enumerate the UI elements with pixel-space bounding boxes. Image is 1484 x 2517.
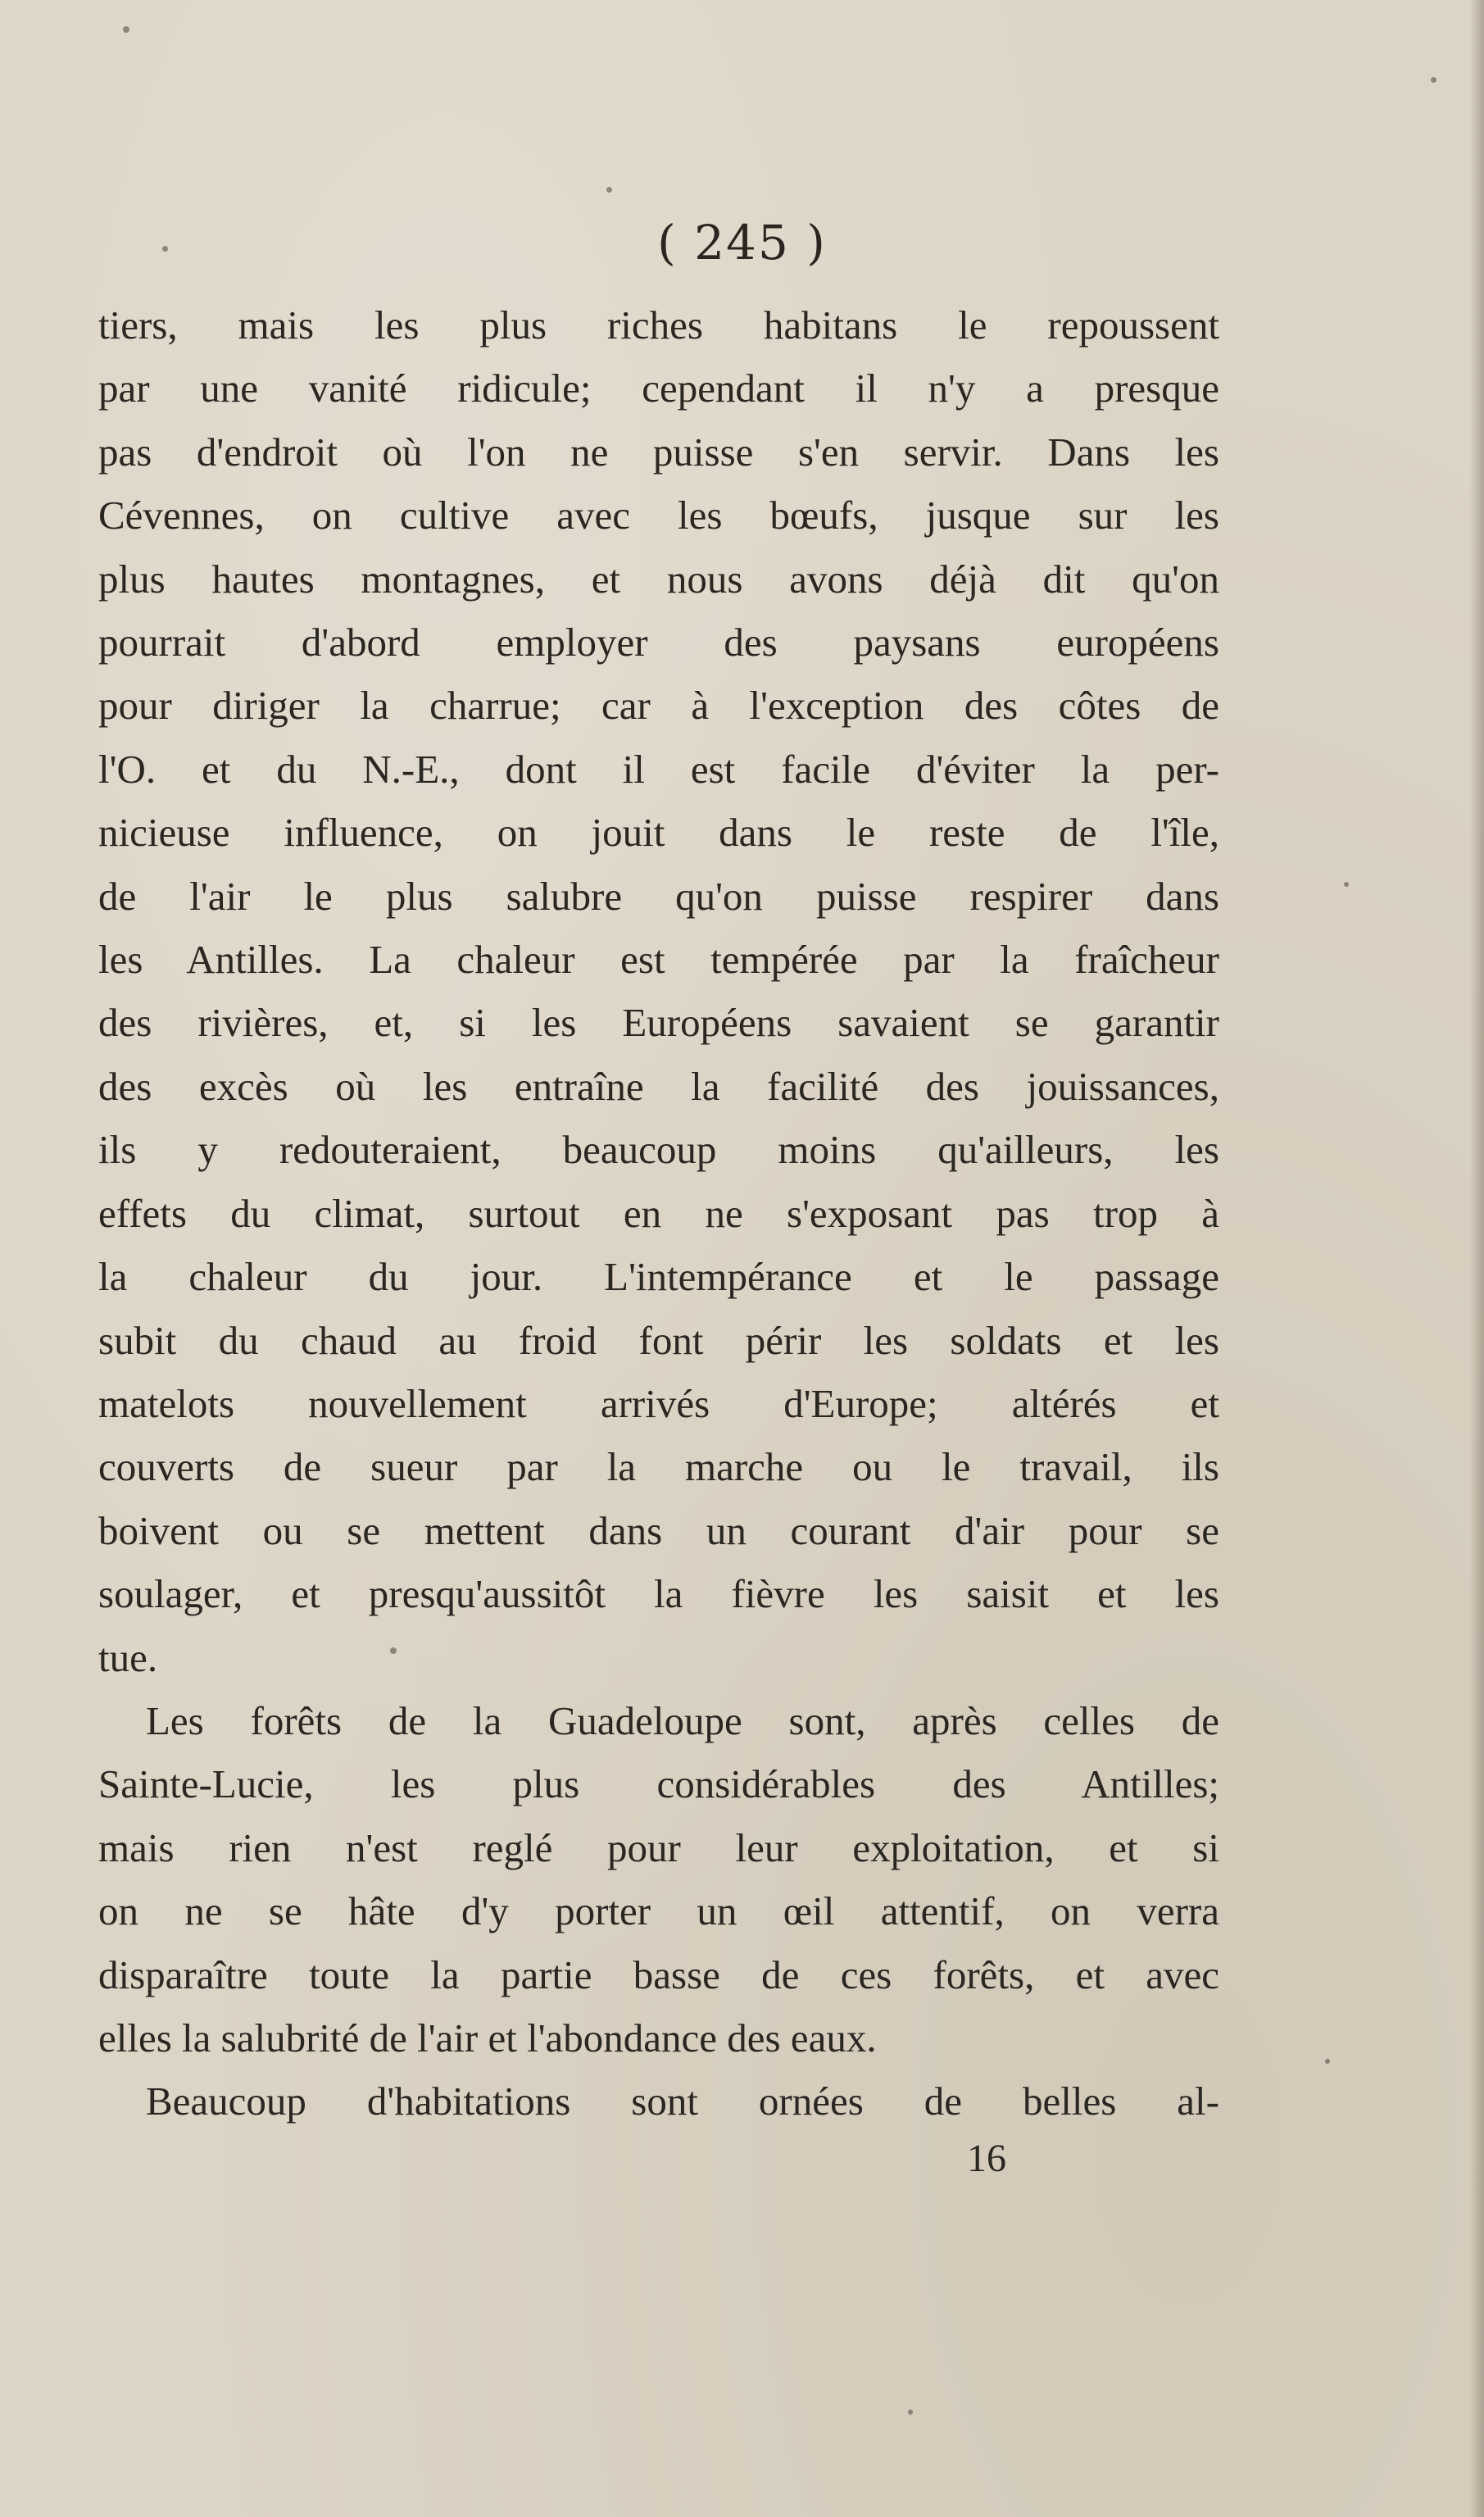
text-line: matelots nouvellement arrivés d'Europe; altérés et bbox=[98, 1380, 1219, 1426]
text-line: soulager, et presqu'aussitôt la fièvre les saisit et les bbox=[98, 1571, 1219, 1617]
body-text bbox=[98, 293, 1219, 2133]
text-line: Sainte-Lucie, les plus considérables des Antilles; bbox=[98, 1761, 1219, 1807]
text-line: nicieuse influence, on jouit dans le reste de l'île, bbox=[98, 810, 1219, 856]
paper-speck bbox=[1431, 77, 1436, 83]
text-line: tiers, mais les plus riches habitans le repoussent bbox=[98, 302, 1219, 348]
text-line: des excès où les entraîne la facilité des jouissances, bbox=[98, 1063, 1219, 1109]
paper-speck bbox=[390, 1647, 397, 1654]
text-line: tue. bbox=[98, 1634, 158, 1680]
paper-speck bbox=[1325, 2059, 1330, 2064]
text-line: subit du chaud au froid font périr les soldats et les bbox=[98, 1317, 1219, 1363]
text-line: pour diriger la charrue; car à l'exception des côtes de bbox=[98, 683, 1219, 729]
text-line: on ne se hâte d'y porter un œil attentif, on verra bbox=[98, 1888, 1219, 1934]
text-line: Les forêts de la Guadeloupe sont, après celles de bbox=[146, 1697, 1219, 1743]
paper-speck bbox=[123, 26, 129, 33]
text-line: Beaucoup d'habitations sont ornées de belles al- bbox=[146, 2079, 1219, 2124]
text-line: plus hautes montagnes, et nous avons déjà dit qu'on bbox=[98, 556, 1219, 602]
text-line: par une vanité ridicule; cependant il n'y a presque bbox=[98, 366, 1219, 411]
signature-mark: 16 bbox=[967, 2137, 1006, 2180]
paper-speck bbox=[908, 2410, 913, 2415]
text-line: les Antilles. La chaleur est tempérée par la fraîcheur bbox=[98, 937, 1219, 983]
text-line: elles la salubrité de l'air et l'abondance des eaux. bbox=[98, 2015, 877, 2060]
text-line: l'O. et du N.-E., dont il est facile d'éviter la per- bbox=[98, 746, 1219, 792]
page-edge-shadow bbox=[1469, 0, 1484, 2517]
text-line: de l'air le plus salubre qu'on puisse respirer dans bbox=[98, 873, 1219, 919]
page-number-header: ( 245 ) bbox=[657, 215, 827, 270]
paper-speck bbox=[606, 187, 612, 193]
paper-speck bbox=[162, 246, 168, 252]
text-line: disparaître toute la partie basse de ces forêts, et avec bbox=[98, 1951, 1219, 1997]
text-line: couverts de sueur par la marche ou le travail, ils bbox=[98, 1444, 1219, 1490]
text-line: boivent ou se mettent dans un courant d'air pour se bbox=[98, 1507, 1219, 1553]
text-line: Cévennes, on cultive avec les bœufs, jusque sur les bbox=[98, 493, 1219, 538]
text-line: la chaleur du jour. L'intempérance et le passage bbox=[98, 1254, 1219, 1300]
text-line: ils y redouteraient, beaucoup moins qu'ailleurs, les bbox=[98, 1127, 1219, 1173]
text-line: pas d'endroit où l'on ne puisse s'en servir. Dans les bbox=[98, 429, 1219, 475]
text-line: des rivières, et, si les Européens savaient se garantir bbox=[98, 1000, 1219, 1046]
text-line: mais rien n'est reglé pour leur exploitation, et si bbox=[98, 1824, 1219, 1870]
text-line: pourrait d'abord employer des paysans européens bbox=[98, 620, 1219, 666]
paper-speck bbox=[1344, 882, 1349, 887]
text-line: effets du climat, surtout en ne s'exposant pas trop à bbox=[98, 1190, 1219, 1236]
